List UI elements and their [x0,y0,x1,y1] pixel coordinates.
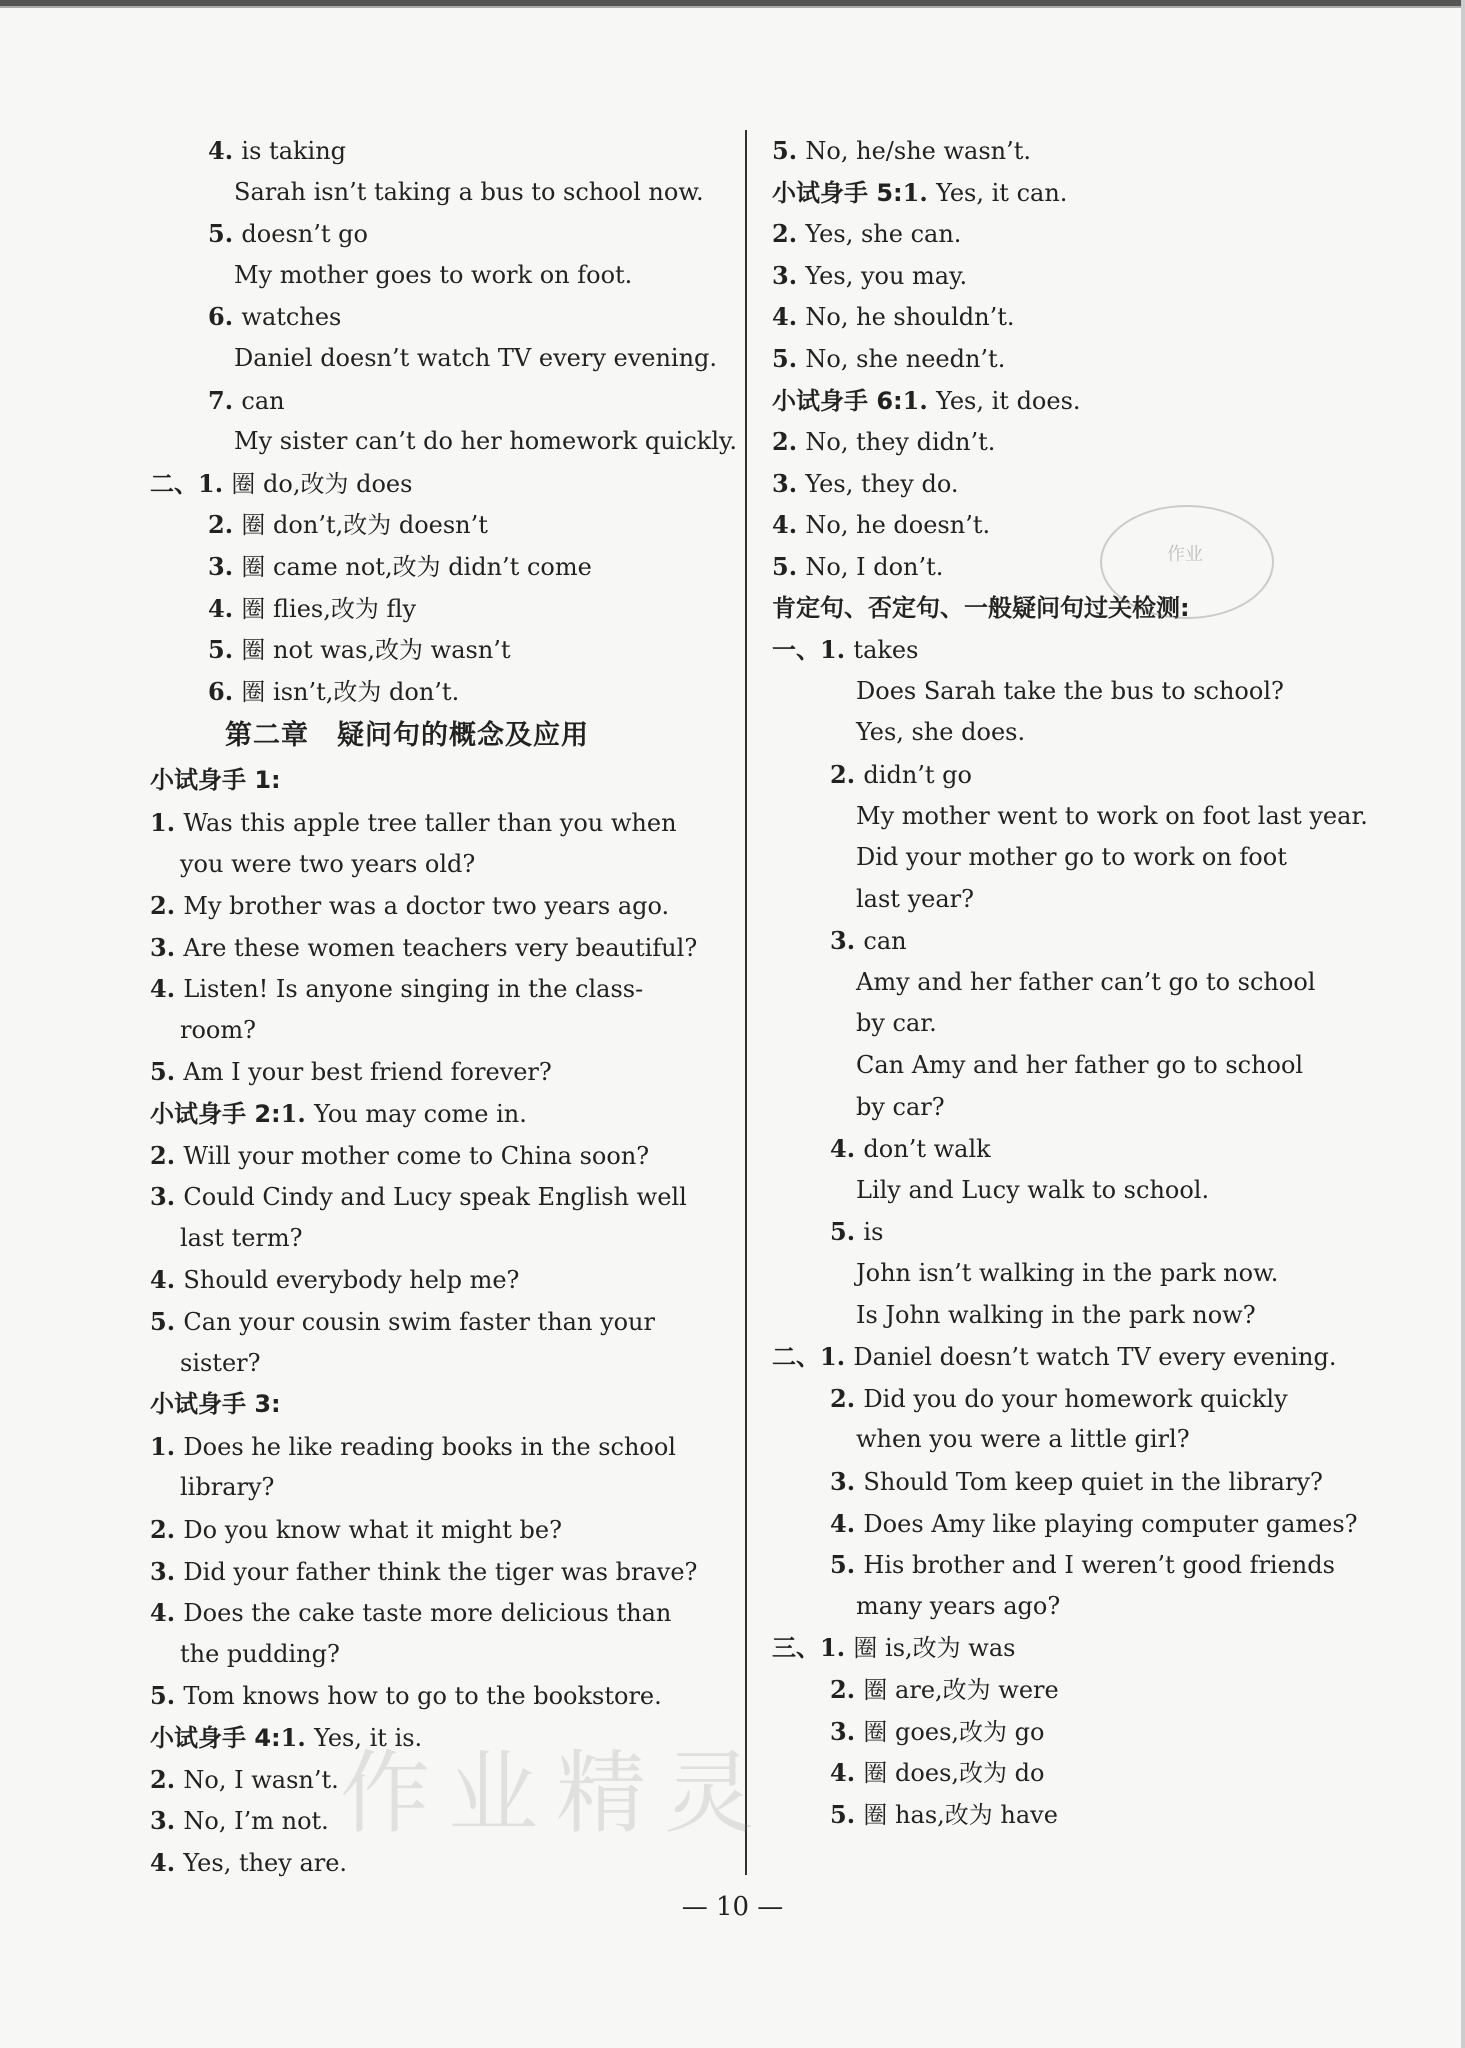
item-number: 3. [830,1716,864,1746]
item-number: 3. [772,260,806,290]
answer-text: Was this apple tree taller than you when [183,808,677,837]
answer-text: Am I your best friend forever? [183,1058,552,1087]
answer-line [772,1087,1352,1129]
item-number: 3. [830,1467,864,1496]
item-number: 1. [198,468,232,498]
column-divider [745,130,747,1875]
answer-text: room? [180,1015,256,1044]
answer-text: 圈 don’t,改为 doesn’t [241,511,488,540]
answer-line [150,844,730,886]
answer-line [772,796,1368,838]
answer-line [150,1093,730,1135]
item-number: 2. [150,1764,184,1794]
item-number: 2. [150,891,184,921]
answer-text: 圈 came not,改为 didn’t come [241,552,592,581]
right-column [772,130,1368,1835]
item-number: 4. [150,974,184,1004]
answer-text: watches [241,303,342,332]
answer-text: Daniel doesn’t watch TV every evening. [853,1343,1337,1372]
item-number: 5. [208,219,242,249]
answer-text: No, he doesn’t. [805,511,991,540]
answer-line [772,1461,1352,1503]
section-label: 肯定句、否定句、一般疑问句过关检测: [772,593,1190,622]
answer-text: 圈 flies,改为 fly [241,594,417,623]
chapter-heading: 第二章 疑问句的概念及应用 [225,720,589,752]
answer-line [772,1419,1352,1461]
answer-text: No, they didn’t. [805,428,996,457]
item-number: 4. [208,136,242,165]
item-number: 6. [208,676,242,706]
item-number: 1. [150,1431,184,1461]
answer-text: Did your mother go to work on foot [856,843,1287,872]
answer-line [150,296,730,338]
answer-line [772,213,1352,255]
answer-text: is [863,1218,884,1247]
answer-line [772,962,1352,1004]
answer-line [150,1384,730,1426]
answer-text: 圈 not was,改为 wasn’t [241,636,511,665]
answer-line [772,380,1352,422]
answer-text: Yes, it can. [936,178,1068,207]
item-number: 7. [208,385,242,415]
answer-line [772,879,1352,921]
answer-line [772,296,1352,338]
answer-line [150,1675,730,1717]
section-label: 小试身手 6: [772,386,903,415]
answer-line [772,588,1352,630]
section-label: 二、 [150,469,198,498]
section-label: 小试身手 5: [772,178,903,207]
answer-line [772,1045,1352,1087]
answer-text: last year? [856,884,974,913]
item-number: 2. [772,219,806,249]
answer-text: 圈 isn’t,改为 don’t. [241,677,460,706]
answer-line [772,1295,1352,1337]
answer-line [772,671,1352,713]
answer-line [150,671,730,713]
answer-line [150,1509,730,1551]
answer-text: don’t walk [863,1135,991,1164]
answer-text: by car. [856,1009,937,1038]
answer-line [772,130,1352,172]
stamp-text: 作业 [1167,544,1203,565]
answer-text: didn’t go [863,760,972,789]
item-number: 4. [830,1508,864,1538]
item-number: 4. [830,1134,864,1164]
answer-text: Is John walking in the park now? [856,1300,1256,1329]
answer-line [772,1170,1352,1212]
answer-text: 圈 are,改为 were [863,1675,1059,1704]
answer-text: Will your mother come to China soon? [183,1141,650,1170]
answer-text: Tom knows how to go to the bookstore. [183,1682,662,1711]
item-number: 6. [208,302,242,332]
answer-text: Did your father think the tiger was brave? [183,1557,698,1586]
answer-text: Yes, you may. [805,261,968,290]
answer-text: sister? [180,1348,261,1377]
section-label: 小试身手 3: [150,1390,281,1419]
answer-text: Yes, it is. [314,1723,423,1752]
answer-line [150,1135,730,1177]
item-number: 5. [150,1057,184,1087]
answer-text: you were two years old? [180,849,476,878]
answer-line [772,463,1352,505]
answer-line [150,1301,730,1343]
answer-text: Are these women teachers very beautiful? [183,933,698,962]
section-label: 小试身手 4: [150,1723,281,1752]
answer-text: No, he shouldn’t. [805,303,1015,332]
answer-text: Amy and her father can’t go to school [856,967,1316,996]
answer-line [150,1218,730,1260]
answer-line [772,1253,1352,1295]
answer-text: Yes, they do. [805,469,959,498]
answer-line [150,213,730,255]
item-number: 5. [830,1799,864,1829]
answer-line [150,885,730,927]
answer-line [150,1634,730,1676]
item-number: 5. [772,551,806,581]
answer-line [772,1128,1352,1170]
answer-line [772,172,1352,214]
answer-text: Yes, she can. [805,220,962,249]
answer-line [772,1336,1352,1378]
answer-line [772,1627,1352,1669]
item-number: 1. [820,635,854,665]
answer-line [772,1752,1352,1794]
item-number: 2. [830,1383,864,1413]
answer-text: Should everybody help me? [183,1266,520,1295]
answer-line [772,1544,1352,1586]
answer-text: Can your cousin swim faster than your [183,1308,655,1337]
answer-line [150,172,730,214]
answer-line [772,712,1352,754]
answer-line [150,760,730,802]
item-number: 5. [208,635,242,665]
answer-line [772,1586,1352,1628]
item-number: 1. [902,177,937,207]
answer-line [150,463,730,505]
answer-line [150,421,737,463]
item-number: 3. [150,932,184,962]
answer-text: doesn’t go [241,220,368,249]
section-label: 小试身手 2: [150,1100,281,1129]
answer-text: Do you know what it might be? [183,1516,562,1544]
item-number: 4. [208,593,242,623]
answer-line [150,1259,730,1301]
item-number: 3. [830,926,864,956]
answer-line [150,380,730,422]
answer-text: His brother and I weren’t good friends [863,1551,1335,1580]
item-number: 1. [902,385,937,415]
answer-text: by car? [856,1092,945,1121]
answer-text: No, I’m not. [183,1807,329,1836]
item-number: 4. [150,1847,184,1877]
answer-line [150,1051,730,1093]
answer-line [150,130,730,172]
page-edge [1461,0,1465,2048]
answer-text: Yes, she does. [856,718,1026,747]
left-column [150,130,737,1883]
answer-text: can [863,927,907,956]
item-number: 4. [830,1758,864,1788]
top-border-shadow [0,6,1465,8]
answer-text: Does Sarah take the bus to school? [856,676,1284,705]
item-number: 3. [150,1556,184,1586]
answer-line [772,629,1352,671]
answer-line [772,1669,1352,1711]
answer-line [150,968,730,1010]
answer-text: takes [853,636,919,665]
answer-line [150,1343,730,1385]
answer-text: 圈 goes,改为 go [863,1717,1045,1746]
item-number: 5. [150,1681,184,1711]
answer-text: Can Amy and her father go to school [856,1051,1304,1080]
answer-line [150,1426,730,1468]
answer-line [150,927,730,969]
answer-line [772,920,1352,962]
item-number: 2. [150,1140,184,1170]
page-number: — 10 — [681,1892,784,1922]
answer-line [772,255,1352,297]
item-number: 3. [772,468,806,498]
answer-line [150,338,730,380]
item-number: 5. [150,1307,184,1337]
answer-line [772,1503,1358,1545]
answer-line [772,1378,1352,1420]
answer-text: Could Cindy and Lucy speak English well [183,1183,687,1212]
item-number: 5. [772,136,806,165]
answer-text: 圈 do,改为 does [231,469,413,498]
answer-text: Yes, they are. [183,1848,348,1877]
item-number: 3. [150,1182,184,1212]
answer-text: Does Amy like playing computer games? [863,1509,1358,1538]
answer-text: Should Tom keep quiet in the library? [863,1468,1323,1496]
answer-text: Does he like reading books in the school [183,1432,676,1461]
answer-text: Sarah isn’t taking a bus to school now. [234,177,704,206]
answer-text: can [241,386,285,415]
answer-text: John isn’t walking in the park now. [856,1259,1279,1288]
answer-line [150,1592,730,1634]
answer-text: My mother went to work on foot last year. [856,801,1368,830]
answer-text: library? [180,1473,275,1502]
item-number: 2. [150,1515,184,1544]
watermark: 作业精灵 [340,1741,772,1846]
answer-text: is taking [241,137,347,165]
answer-line [150,255,730,297]
answer-line [150,1551,730,1593]
answer-line [772,1711,1352,1753]
answer-text: No, I wasn’t. [183,1765,339,1794]
answer-text: Lily and Lucy walk to school. [856,1175,1210,1204]
answer-text: My sister can’t do her homework quickly. [234,427,737,456]
item-number: 2. [208,510,242,540]
answer-text: 圈 does,改为 do [863,1759,1045,1788]
item-number: 1. [820,1633,854,1663]
section-label: 三、 [772,1634,820,1663]
answer-line [772,1794,1352,1836]
answer-text: many years ago? [856,1591,1061,1620]
item-number: 4. [772,302,806,332]
answer-text: Listen! Is anyone singing in the class- [183,975,644,1004]
answer-text: 圈 is,改为 was [853,1634,1016,1663]
item-number: 5. [830,1550,864,1580]
answer-line [772,1211,1352,1253]
answer-text: 圈 has,改为 have [863,1800,1058,1829]
item-number: 3. [208,551,242,581]
answer-line [772,754,1352,796]
answer-line [772,1003,1352,1045]
answer-line [772,421,1352,463]
item-number: 2. [830,759,864,789]
answer-line [772,837,1352,879]
answer-line [150,1010,730,1052]
answer-line [150,1467,730,1509]
answer-text: Yes, it does. [936,386,1081,415]
item-number: 1. [150,807,184,837]
answer-text: Does the cake taste more delicious than [183,1599,672,1628]
answer-text: No, I don’t. [805,552,944,581]
answer-text: last term? [180,1223,303,1252]
answer-text: No, she needn’t. [805,344,1006,373]
item-number: 2. [830,1674,864,1704]
section-label: 一、 [772,636,820,665]
answer-line [150,504,730,546]
answer-text: the pudding? [180,1639,340,1668]
answer-text: My mother goes to work on foot. [234,260,633,289]
answer-line [150,588,730,630]
item-number: 4. [150,1265,184,1295]
answer-line [150,629,730,671]
item-number: 4. [772,510,806,540]
item-number: 4. [150,1598,184,1628]
answer-text: No, he/she wasn’t. [805,137,1032,165]
answer-text: My brother was a doctor two years ago. [183,892,670,921]
answer-line [150,1176,730,1218]
item-number: 5. [830,1217,864,1247]
item-number: 5. [772,343,806,373]
answer-text: Daniel doesn’t watch TV every evening. [234,343,718,372]
answer-line [150,546,730,588]
item-number: 1. [280,1722,315,1752]
section-label: 二、 [772,1343,820,1372]
item-number: 1. [280,1099,315,1129]
item-number: 3. [150,1806,184,1836]
answer-line [772,338,1352,380]
answer-text: You may come in. [314,1100,527,1129]
answer-text: Did you do your homework quickly [863,1384,1288,1413]
section-label: 小试身手 1: [150,766,281,795]
answer-line [150,802,730,844]
item-number: 2. [772,427,806,457]
item-number: 1. [820,1342,854,1372]
answer-text: when you were a little girl? [856,1425,1190,1454]
